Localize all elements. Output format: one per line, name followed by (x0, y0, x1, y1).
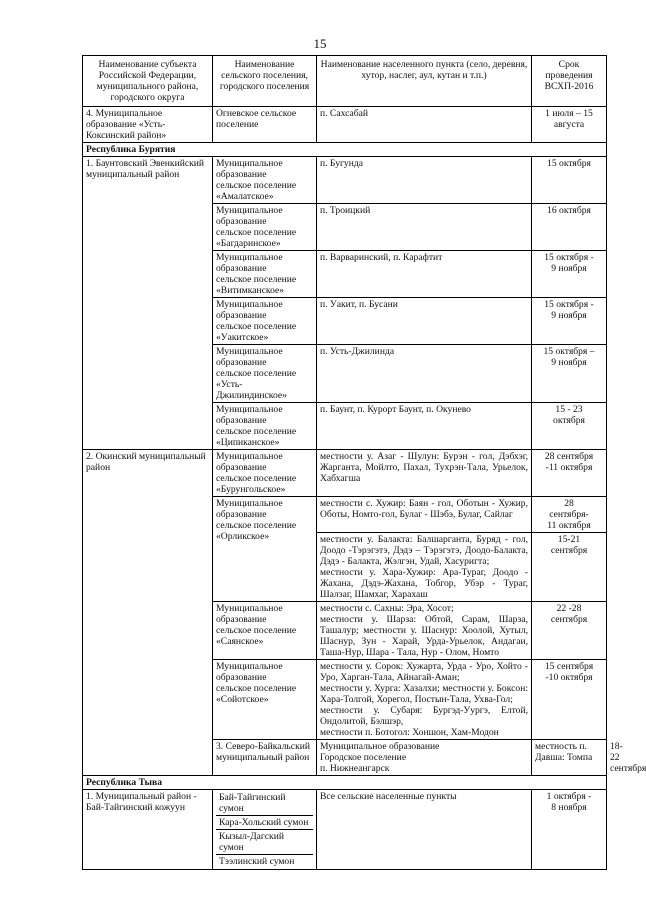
cell-locality: п. Уакит, п. Бусани (317, 298, 532, 345)
cell-settlement: Муниципальное образование Городское поселение п. Нижнеангарск (317, 740, 532, 776)
cell-locality: п. Варваринский, п. Карафтит (317, 251, 532, 298)
list-item: Тээлинский сумон (219, 856, 295, 867)
section-row (83, 143, 607, 157)
cell-settlement: Муниципальное образование сельское поселение «Орликское» (213, 497, 317, 602)
cell-settlement-list (213, 790, 317, 870)
table-row (83, 450, 607, 497)
list-item: Кызыл-Дагский сумон (216, 830, 313, 855)
cell-term: 1 июля – 15 августа (532, 107, 607, 143)
cell-locality: местности с. Хужир: Баян - гол, Оботын - Хужир, Оботы, Номто-гол, Булаг - Шэбэ, Булаг, Сайлаг (317, 497, 532, 533)
cell-locality: п. Бугунда (317, 157, 532, 204)
cell-locality: местности у. Балакта: Балшарганта, Буряд - гол, Доодо -Тэрэгэтэ, Дэдэ – Тэрэгэтэ, Доодо-Балакта, Дэдэ - Балакта, Жэлгэн, Удай, Хасуригта; местности у. Хара-Хужир: Ара-Тураг, Доодо - Жахана, Дэдэ-Жахана, Тобгор, Убэр - Тураг, Шалзаг, Шамхаг, Харахаш (317, 533, 532, 602)
cell-locality: п. Сахсабай (317, 107, 532, 143)
cell-term: 22 -28 сентября (532, 602, 607, 660)
cell-settlement: Муниципальное образование сельское поселение «Усть-Джилиндинское» (213, 345, 317, 403)
cell-term: 15 октября - 9 ноября (532, 298, 607, 345)
cell-subject: 3. Северо-Байкальский муниципальный район (213, 740, 317, 776)
cell-locality: п. Троицкий (317, 204, 532, 251)
cell-term: 15 октября - 9 ноября (532, 251, 607, 298)
cell-term: 15 сентября -10 октября (532, 660, 607, 740)
census-schedule-table (82, 55, 646, 870)
cell-settlement: Муниципальное образование сельское поселение «Багдаринское» (213, 204, 317, 251)
page-number: 15 (313, 36, 327, 51)
table-row (83, 157, 607, 204)
header-subject: Наименование субъекта Российской Федерации, муниципального района, городского округа (83, 56, 213, 107)
cell-locality: местности у. Азаг - Шулун: Бурэн - гол, Дэбхэг, Жарганта, Мойлто, Пахал, Тухрэн-Тала, Урьелок, Хабхагша (317, 450, 532, 497)
cell-term: 28 сентября- 11 октября (532, 497, 607, 533)
section-title-tyva: Республика Тыва (83, 776, 607, 790)
cell-locality: местности у. Сорок: Хужарта, Урда - Уро, Хойто - Уро, Харган-Тала, Айнагай-Аман; местности у. Хурга: Хазалхи; местности у. Боксон: Хара-Толгой, Хорегол, Постын-Тала, Ухва-Гол; местности у. Субаря: Бургэд-Уургэ, Елтой, Ондолитой, Бэлшэр, местности п. Ботогол: Хоншон, Хам-Модон (317, 660, 532, 740)
cell-settlement: Огневское сельское поселение (213, 107, 317, 143)
cell-term: 15 октября – 9 ноября (532, 345, 607, 403)
cell-term: 15 - 23 октября (532, 403, 607, 450)
section-row (83, 776, 607, 790)
cell-settlement: Муниципальное образование сельское поселение «Сойотское» (213, 660, 317, 740)
cell-term: 28 сентября -11 октября (532, 450, 607, 497)
table-row (83, 790, 607, 870)
header-settlement: Наименование сельского поселения, городского поселения (213, 56, 317, 107)
section-title-buryatia: Республика Бурятия (83, 143, 607, 157)
header-term: Срок проведения ВСХП-2016 (532, 56, 607, 107)
cell-settlement: Муниципальное образование сельское поселение «Уакитское» (213, 298, 317, 345)
cell-term: 15 октября (532, 157, 607, 204)
header-locality: Наименование населенного пункта (село, деревня, хутор, наслег, аул, кутан и т.п.) (317, 56, 532, 107)
list-item: Кара-Хольский сумон (216, 816, 313, 830)
sumon-list (216, 791, 313, 868)
cell-subject: 1. Баунтовский Эвенкийский муниципальный район (83, 157, 213, 450)
list-item: Бай-Тайгинский сумон (216, 791, 313, 816)
cell-settlement: Муниципальное образование сельское поселение «Амалатское» (213, 157, 317, 204)
cell-settlement: Муниципальное образование сельское поселение «Бурунгольское» (213, 450, 317, 497)
table-row (83, 107, 607, 143)
table-row: 3. Северо-Байкальский муниципальный район Муниципальное образование Городское поселение п. Нижнеангарск местность п. Давша: Томпа 18-22 сентября (83, 740, 607, 776)
cell-subject: 2. Окинский муниципальный район (83, 450, 213, 776)
cell-locality: местность п. Давша: Томпа (532, 740, 607, 776)
cell-locality: п. Усть-Джилинда (317, 345, 532, 403)
cell-term: 1 октября - 8 ноября (532, 790, 607, 870)
cell-locality: местности с. Сахны: Эра, Хосот; местности у. Шарза: Обтой, Сарам, Шарза, Ташалур; местности у. Шаснур: Хоолой, Хутыл, Шаснур, Зун - Харай, Урда-Урьелок, Андагаи, Таша-Нур, Шара - Тала, Нур - Олом, Номто (317, 602, 532, 660)
table-header-row (83, 56, 607, 107)
cell-locality: Все сельские населенные пункты (317, 790, 532, 870)
cell-settlement: Муниципальное образование сельское поселение «Ципиканское» (213, 403, 317, 450)
cell-term: 15-21 сентября (532, 533, 607, 602)
cell-subject: 4. Муниципальное образование «Усть-Коксинский район» (83, 107, 213, 143)
cell-subject: 1. Муниципальный район - Бай-Тайгинский кожуун (83, 790, 213, 870)
cell-term: 16 октября (532, 204, 607, 251)
cell-settlement: Муниципальное образование сельское поселение «Саянское» (213, 602, 317, 660)
cell-settlement: Муниципальное образование сельское поселение «Витимканское» (213, 251, 317, 298)
cell-locality: п. Баунт, п. Курорт Баунт, п. Окунево (317, 403, 532, 450)
